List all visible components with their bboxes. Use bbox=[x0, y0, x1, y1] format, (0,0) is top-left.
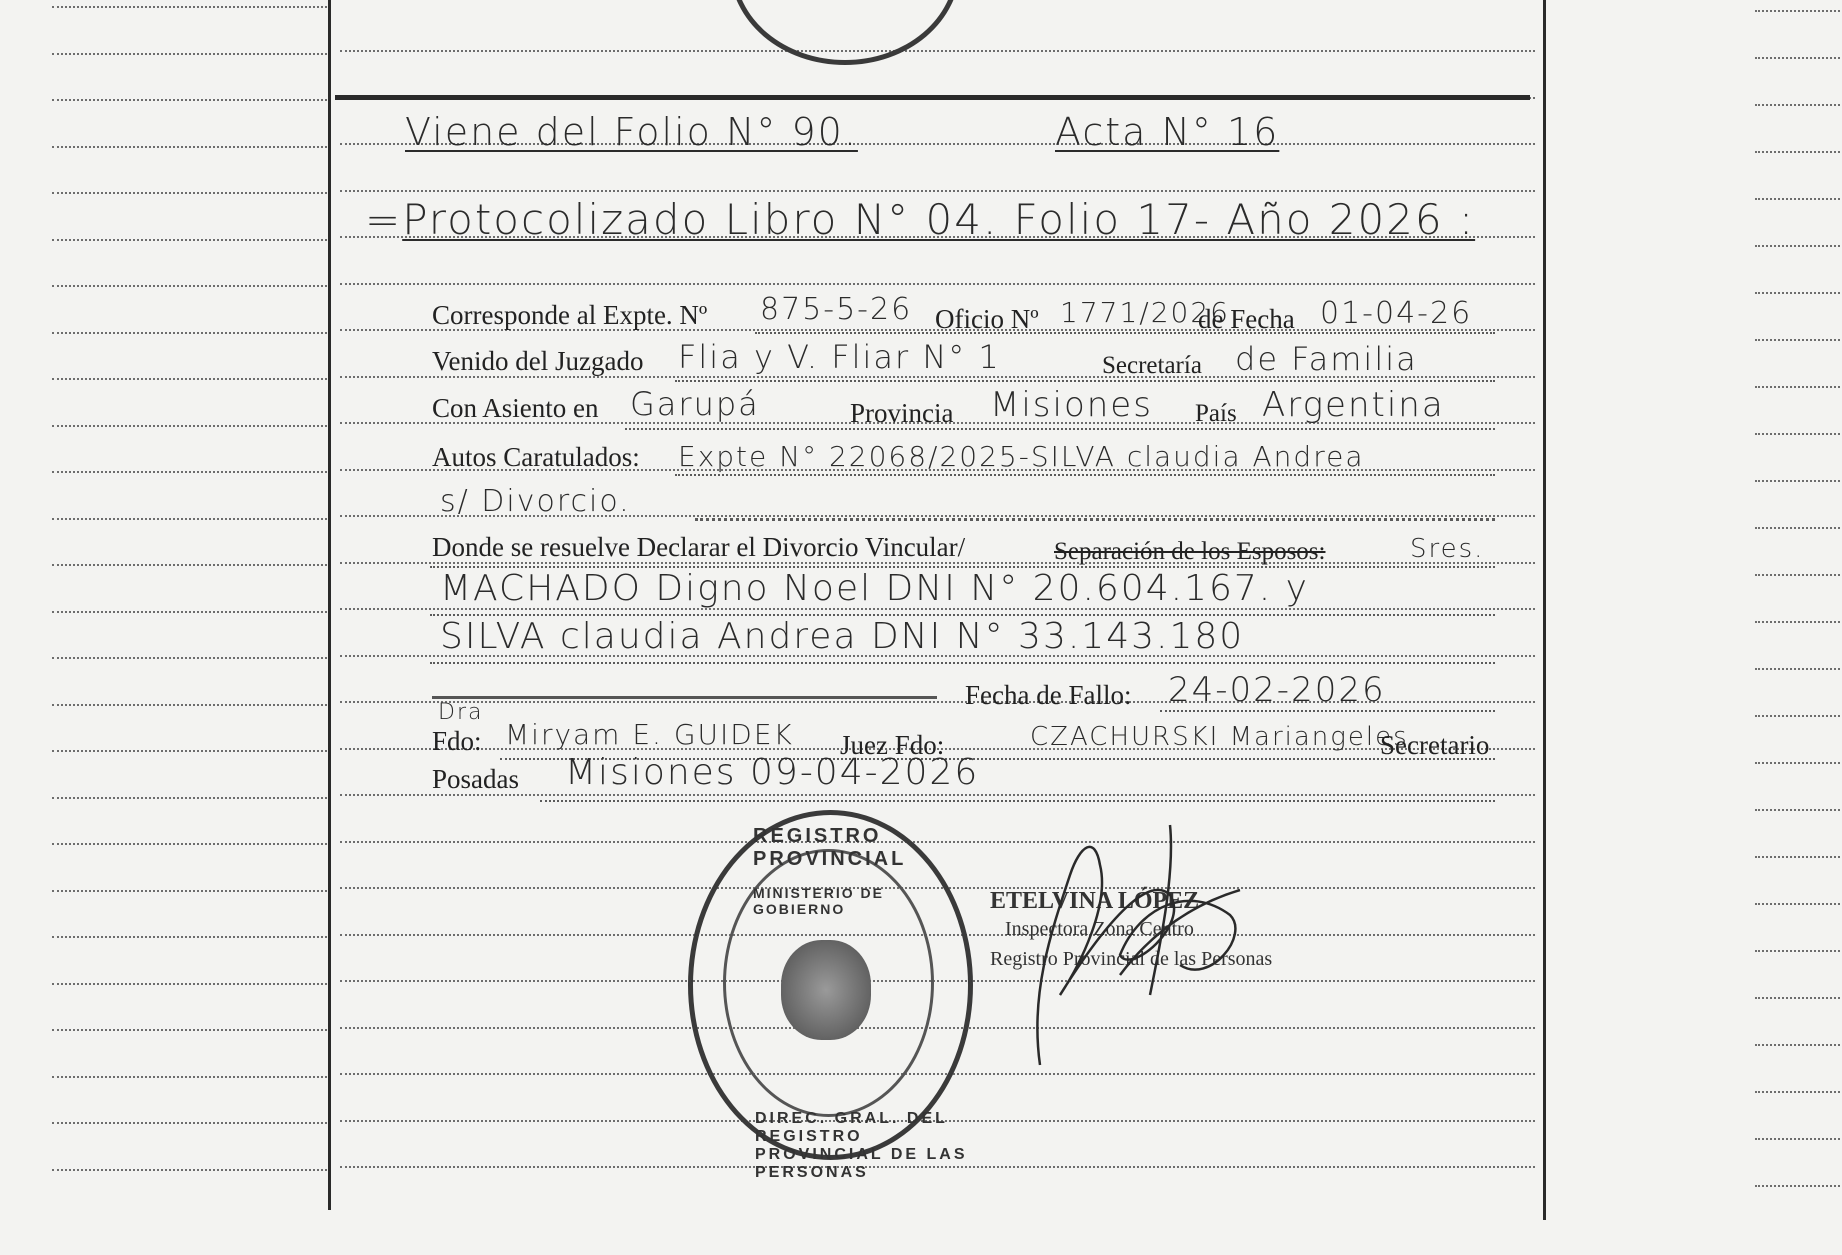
ruling-line bbox=[340, 283, 1535, 285]
ruling-line bbox=[1755, 903, 1840, 905]
ruling-line bbox=[1755, 997, 1840, 999]
stamp-office: Registro Provincial de las Personas bbox=[990, 948, 1273, 970]
expte-value: 875-5-26 bbox=[760, 292, 913, 327]
acta-number: Acta N° 16 bbox=[1055, 110, 1280, 154]
ruling-line bbox=[1755, 339, 1840, 341]
dra-prefix: Dra bbox=[438, 700, 484, 725]
separacion-label: Separación de los Esposos: bbox=[1054, 538, 1326, 565]
autos-value: Expte N° 22068/2025-SILVA claudia Andrea bbox=[678, 440, 1365, 473]
secretario-name: CZACHURSKI Mariangeles bbox=[1030, 722, 1409, 752]
secretario-label: Secretario bbox=[1380, 730, 1490, 760]
ruling-line bbox=[52, 53, 327, 55]
ruling-line bbox=[52, 890, 327, 892]
row5-fill bbox=[695, 518, 1495, 521]
ruling-line bbox=[52, 611, 327, 613]
ruling-line bbox=[52, 425, 327, 427]
ruling-line bbox=[1755, 668, 1840, 670]
folio-origin: Viene del Folio N° 90. bbox=[405, 110, 858, 154]
official-seal bbox=[688, 810, 973, 1181]
juez-name: Miryam E. GUIDEK bbox=[505, 718, 794, 751]
ruling-line bbox=[52, 797, 327, 799]
row8-fill bbox=[430, 662, 1495, 664]
ruling-line bbox=[1755, 715, 1840, 717]
ruling-line bbox=[1755, 151, 1840, 153]
fallo-label: Fecha de Fallo: bbox=[965, 680, 1132, 710]
ruling-line bbox=[52, 99, 327, 101]
ruling-line bbox=[1755, 198, 1840, 200]
ruling-line bbox=[1755, 480, 1840, 482]
ruling-line bbox=[1755, 527, 1840, 529]
stamp-title: Inspectora Zona Centro bbox=[1005, 918, 1194, 940]
ruling-line bbox=[1755, 386, 1840, 388]
ruling-line bbox=[52, 6, 327, 8]
ruling-line bbox=[52, 843, 327, 845]
ruling-line bbox=[1755, 809, 1840, 811]
row9-dash bbox=[432, 696, 937, 699]
oficio-label: Oficio Nº bbox=[935, 304, 1039, 334]
seal-text-bottom: DIREC. GRAL. DEL REGISTRO PROVINCIAL DE LAS PERSONAS bbox=[755, 1110, 968, 1181]
ruling-line bbox=[52, 332, 327, 334]
ruling-line bbox=[52, 564, 327, 566]
posadas-label: Posadas bbox=[432, 764, 519, 794]
header-rule bbox=[335, 95, 1530, 100]
ruling-line bbox=[1755, 1138, 1840, 1140]
ruling-line bbox=[52, 657, 327, 659]
protocol-line: =Protocolizado Libro N° 04. Folio 17- Año 2026 : bbox=[365, 195, 1476, 244]
ruling-line bbox=[52, 1169, 327, 1171]
ruling-line bbox=[340, 794, 1535, 796]
fallo-value: 24-02-2026 bbox=[1168, 670, 1386, 710]
ruling-line bbox=[52, 285, 327, 287]
spouse-1: MACHADO Digno Noel DNI N° 20.604.167. y bbox=[440, 568, 1309, 609]
ruling-line bbox=[52, 378, 327, 380]
ruling-line bbox=[52, 750, 327, 752]
ruling-line bbox=[52, 983, 327, 985]
row3-fill bbox=[625, 428, 1495, 430]
seal-text-top: REGISTRO PROVINCIAL bbox=[753, 825, 907, 870]
juez-fdo-label: Juez Fdo: bbox=[840, 730, 945, 760]
ruling-line bbox=[1755, 762, 1840, 764]
row2-fill bbox=[675, 380, 1495, 382]
left-frame-line bbox=[328, 0, 331, 1210]
ruling-line bbox=[1755, 856, 1840, 858]
ruling-line bbox=[1755, 433, 1840, 435]
ruling-line bbox=[1755, 1044, 1840, 1046]
ruling-line bbox=[340, 190, 1535, 192]
seal-emblem bbox=[781, 940, 871, 1040]
pais-label: País bbox=[1195, 400, 1237, 427]
ruling-line bbox=[1755, 10, 1840, 12]
ruling-line bbox=[1755, 104, 1840, 106]
ruling-line bbox=[52, 936, 327, 938]
ruling-line bbox=[1755, 621, 1840, 623]
posadas-value: Misiones 09-04-2026 bbox=[565, 752, 980, 793]
fecha-label: de Fecha bbox=[1198, 304, 1295, 334]
ruling-line bbox=[1755, 574, 1840, 576]
ruling-line bbox=[52, 1122, 327, 1124]
ruling-line bbox=[52, 192, 327, 194]
top-seal-fragment bbox=[730, 0, 960, 65]
juzgado-value: Flia y V. Fliar N° 1 bbox=[678, 338, 1001, 376]
secretaria-value: de Familia bbox=[1235, 340, 1418, 378]
autos-label: Autos Caratulados: bbox=[432, 442, 640, 472]
row4-fill bbox=[675, 474, 1495, 476]
ruling-line bbox=[1755, 245, 1840, 247]
stamp-name: ETELVINA LÓPEZ bbox=[990, 888, 1200, 914]
juzgado-label: Venido del Juzgado bbox=[432, 346, 644, 376]
pais-value: Argentina bbox=[1262, 385, 1445, 425]
ruling-line bbox=[1755, 1091, 1840, 1093]
provincia-label: Provincia bbox=[850, 398, 954, 428]
ruling-line bbox=[1755, 950, 1840, 952]
spouse-2: SILVA claudia Andrea DNI N° 33.143.180 bbox=[440, 616, 1245, 657]
fdo-juez-label: Fdo: bbox=[432, 726, 482, 756]
ruling-line bbox=[52, 704, 327, 706]
autos-value-cont: s/ Divorcio. bbox=[440, 484, 631, 519]
expte-label: Corresponde al Expte. Nº bbox=[432, 300, 708, 330]
ruling-line bbox=[1755, 292, 1840, 294]
row11-fill bbox=[540, 800, 1495, 802]
fecha-value: 01-04-26 bbox=[1320, 296, 1473, 331]
row9-fill bbox=[1160, 710, 1495, 712]
ruling-line bbox=[52, 518, 327, 520]
provincia-value: Misiones bbox=[990, 385, 1153, 425]
asiento-label: Con Asiento en bbox=[432, 393, 599, 423]
seal-text-inner: MINISTERIO DE GOBIERNO bbox=[753, 885, 885, 917]
ruling-line bbox=[52, 1076, 327, 1078]
resuelve-label: Donde se resuelve Declarar el Divorcio Vincular/ bbox=[432, 532, 966, 562]
ruling-line bbox=[1755, 1185, 1840, 1187]
ruling-line bbox=[52, 471, 327, 473]
secretaria-label: Secretaría bbox=[1102, 352, 1202, 379]
ruling-line bbox=[340, 50, 1535, 52]
ruling-line bbox=[1755, 57, 1840, 59]
signature bbox=[1000, 815, 1260, 1085]
asiento-value: Garupá bbox=[630, 385, 760, 423]
ruling-line bbox=[52, 1029, 327, 1031]
sres-value: Sres. bbox=[1410, 534, 1485, 564]
right-frame-line bbox=[1543, 0, 1546, 1220]
oficio-value: 1771/2026 bbox=[1060, 296, 1230, 329]
ruling-line bbox=[52, 239, 327, 241]
row1-fill bbox=[755, 332, 1495, 334]
ruling-line bbox=[52, 146, 327, 148]
